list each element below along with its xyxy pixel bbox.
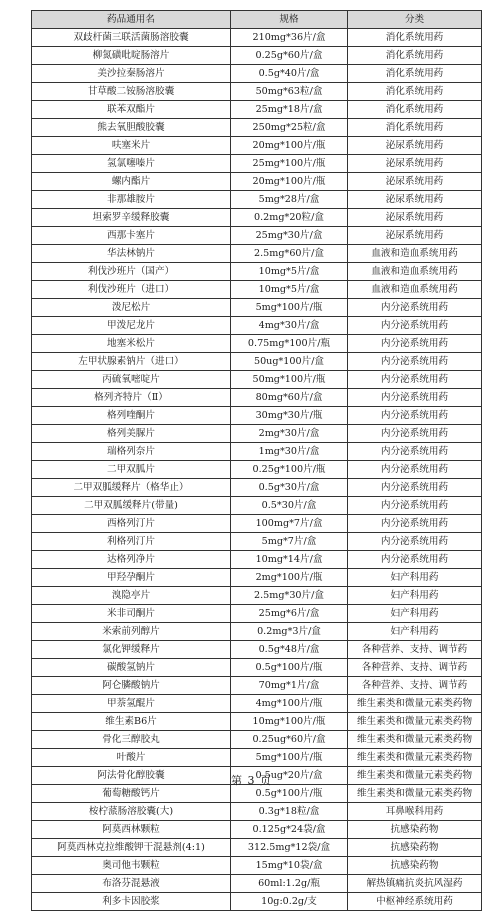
category-cell: 内分泌系统用药 xyxy=(348,479,482,497)
category-cell: 妇产科用药 xyxy=(348,605,482,623)
table-row xyxy=(32,65,482,83)
table-row xyxy=(32,839,482,857)
table-row xyxy=(32,335,482,353)
specification-cell: 25mg*30片/盒 xyxy=(231,227,348,245)
category-cell: 抗感染药物 xyxy=(348,821,482,839)
specification-cell: 15mg*10袋/盒 xyxy=(231,857,348,875)
specification-cell: 0.5g*100片/瓶 xyxy=(231,659,348,677)
drug-name-cell: 二甲双胍缓释片（格华止） xyxy=(32,479,231,497)
specification-cell: 2.5mg*30片/盒 xyxy=(231,587,348,605)
drug-name-cell: 利多卡因胶浆 xyxy=(32,893,231,911)
table-row xyxy=(32,713,482,731)
specification-cell: 0.125g*24袋/盒 xyxy=(231,821,348,839)
category-cell: 维生素类和微量元素类药物 xyxy=(348,785,482,803)
drug-name-cell: 格列齐特片（Ⅱ） xyxy=(32,389,231,407)
drug-name-cell: 米索前列醇片 xyxy=(32,623,231,641)
category-cell: 内分泌系统用药 xyxy=(348,443,482,461)
table-row xyxy=(32,371,482,389)
drug-name-cell: 利伐沙班片（进口） xyxy=(32,281,231,299)
table-row xyxy=(32,479,482,497)
table-row xyxy=(32,101,482,119)
table-row xyxy=(32,299,482,317)
drug-name-cell: 非那雄胺片 xyxy=(32,191,231,209)
specification-cell: 4mg*100片/瓶 xyxy=(231,695,348,713)
category-cell: 各种营养、支持、调节药 xyxy=(348,659,482,677)
table-row xyxy=(32,515,482,533)
drug-name-cell: 甲泼尼龙片 xyxy=(32,317,231,335)
specification-cell: 10mg*5片/盒 xyxy=(231,281,348,299)
category-cell: 血液和造血系统用药 xyxy=(348,245,482,263)
column-header-drug-name: 药品通用名 xyxy=(32,11,231,29)
table-row xyxy=(32,83,482,101)
drug-name-cell: 西那卡塞片 xyxy=(32,227,231,245)
specification-cell: 60ml:1.2g/瓶 xyxy=(231,875,348,893)
specification-cell: 0.5ug*20片/盒 xyxy=(231,767,348,785)
category-cell: 抗感染药物 xyxy=(348,839,482,857)
category-cell: 消化系统用药 xyxy=(348,119,482,137)
specification-cell: 0.5g*100片/瓶 xyxy=(231,785,348,803)
specification-cell: 0.2mg*20粒/盒 xyxy=(231,209,348,227)
specification-cell: 10mg*5片/盒 xyxy=(231,263,348,281)
specification-cell: 0.3g*18粒/盒 xyxy=(231,803,348,821)
specification-cell: 0.5g*48片/盒 xyxy=(231,641,348,659)
table-row xyxy=(32,803,482,821)
category-cell: 消化系统用药 xyxy=(348,83,482,101)
table-row xyxy=(32,533,482,551)
category-cell: 妇产科用药 xyxy=(348,623,482,641)
table-row xyxy=(32,749,482,767)
specification-cell: 210mg*36片/盒 xyxy=(231,29,348,47)
page-number: 第 3 页 xyxy=(231,774,272,787)
specification-cell: 10g:0.2g/支 xyxy=(231,893,348,911)
specification-cell: 20mg*100片/瓶 xyxy=(231,137,348,155)
category-cell: 泌尿系统用药 xyxy=(348,209,482,227)
table-row xyxy=(32,155,482,173)
drug-name-cell: 泼尼松片 xyxy=(32,299,231,317)
table-row xyxy=(32,227,482,245)
table-row xyxy=(32,209,482,227)
specification-cell: 70mg*1片/盒 xyxy=(231,677,348,695)
specification-cell: 312.5mg*12袋/盒 xyxy=(231,839,348,857)
drug-name-cell: 阿仑膦酸钠片 xyxy=(32,677,231,695)
drug-name-cell: 华法林钠片 xyxy=(32,245,231,263)
specification-cell: 50ug*100片/盒 xyxy=(231,353,348,371)
category-cell: 消化系统用药 xyxy=(348,65,482,83)
table-row xyxy=(32,731,482,749)
category-cell: 血液和造血系统用药 xyxy=(348,281,482,299)
specification-cell: 1mg*30片/盒 xyxy=(231,443,348,461)
table-row xyxy=(32,641,482,659)
drug-name-cell: 氯化钾缓释片 xyxy=(32,641,231,659)
category-cell: 内分泌系统用药 xyxy=(348,389,482,407)
category-cell: 内分泌系统用药 xyxy=(348,335,482,353)
specification-cell: 5mg*100片/瓶 xyxy=(231,749,348,767)
category-cell: 内分泌系统用药 xyxy=(348,461,482,479)
drug-name-cell: 阿法骨化醇胶囊 xyxy=(32,767,231,785)
specification-cell: 0.5*30片/盒 xyxy=(231,497,348,515)
specification-cell: 25mg*18片/盒 xyxy=(231,101,348,119)
category-cell: 妇产科用药 xyxy=(348,587,482,605)
specification-cell: 10mg*100片/瓶 xyxy=(231,713,348,731)
drug-name-cell: 瑞格列奈片 xyxy=(32,443,231,461)
specification-cell: 10mg*14片/盒 xyxy=(231,551,348,569)
drug-name-cell: 阿莫西林克拉维酸钾干混悬剂(4:1) xyxy=(32,839,231,857)
table-row xyxy=(32,263,482,281)
drug-name-cell: 二甲双胍缓释片(带量) xyxy=(32,497,231,515)
drug-name-cell: 碳酸氢钠片 xyxy=(32,659,231,677)
specification-cell: 5mg*7片/盒 xyxy=(231,533,348,551)
drug-name-cell: 利伐沙班片（国产） xyxy=(32,263,231,281)
specification-cell: 0.5g*40片/盒 xyxy=(231,65,348,83)
table-row xyxy=(32,677,482,695)
specification-cell: 0.25g*100片/瓶 xyxy=(231,461,348,479)
table-row xyxy=(32,317,482,335)
category-cell: 内分泌系统用药 xyxy=(348,533,482,551)
specification-cell: 0.5g*30片/盒 xyxy=(231,479,348,497)
table-row xyxy=(32,425,482,443)
drug-name-cell: 联苯双酯片 xyxy=(32,101,231,119)
drug-name-cell: 达格列净片 xyxy=(32,551,231,569)
column-header-specification: 规格 xyxy=(231,11,348,29)
category-cell: 泌尿系统用药 xyxy=(348,227,482,245)
category-cell: 内分泌系统用药 xyxy=(348,353,482,371)
category-cell: 妇产科用药 xyxy=(348,569,482,587)
drug-name-cell: 布洛芬混悬液 xyxy=(32,875,231,893)
table-row xyxy=(32,353,482,371)
category-cell: 内分泌系统用药 xyxy=(348,299,482,317)
table-row xyxy=(32,821,482,839)
category-cell: 耳鼻喉科用药 xyxy=(348,803,482,821)
drug-name-cell: 骨化三醇胶丸 xyxy=(32,731,231,749)
table-header-row xyxy=(32,11,482,29)
table-row xyxy=(32,695,482,713)
category-cell: 内分泌系统用药 xyxy=(348,425,482,443)
drug-name-cell: 利格列汀片 xyxy=(32,533,231,551)
category-cell: 内分泌系统用药 xyxy=(348,371,482,389)
table-row xyxy=(32,191,482,209)
category-cell: 内分泌系统用药 xyxy=(348,497,482,515)
table-row xyxy=(32,281,482,299)
table-row xyxy=(32,137,482,155)
specification-cell: 2mg*100片/瓶 xyxy=(231,569,348,587)
drug-name-cell: 呋塞米片 xyxy=(32,137,231,155)
category-cell: 内分泌系统用药 xyxy=(348,407,482,425)
table-row xyxy=(32,29,482,47)
specification-cell: 0.25ug*60片/盒 xyxy=(231,731,348,749)
specification-cell: 25mg*6片/盒 xyxy=(231,605,348,623)
category-cell: 血液和造血系统用药 xyxy=(348,263,482,281)
specification-cell: 0.75mg*100片/瓶 xyxy=(231,335,348,353)
table-row xyxy=(32,245,482,263)
drug-name-cell: 坦索罗辛缓释胶囊 xyxy=(32,209,231,227)
category-cell: 维生素类和微量元素类药物 xyxy=(348,767,482,785)
specification-cell: 25mg*100片/瓶 xyxy=(231,155,348,173)
category-cell: 维生素类和微量元素类药物 xyxy=(348,695,482,713)
drug-name-cell: 阿莫西林颗粒 xyxy=(32,821,231,839)
table-row xyxy=(32,587,482,605)
table-row xyxy=(32,497,482,515)
table-row xyxy=(32,623,482,641)
specification-cell: 50mg*100片/瓶 xyxy=(231,371,348,389)
table-row xyxy=(32,659,482,677)
table-row xyxy=(32,119,482,137)
category-cell: 泌尿系统用药 xyxy=(348,155,482,173)
table-row xyxy=(32,551,482,569)
table-row xyxy=(32,173,482,191)
table-row xyxy=(32,605,482,623)
specification-cell: 5mg*100片/瓶 xyxy=(231,299,348,317)
specification-cell: 5mg*28片/盒 xyxy=(231,191,348,209)
category-cell: 内分泌系统用药 xyxy=(348,551,482,569)
table-row xyxy=(32,893,482,911)
specification-cell: 30mg*30片/瓶 xyxy=(231,407,348,425)
drug-name-cell: 氢氯噻嗪片 xyxy=(32,155,231,173)
drug-name-cell: 叶酸片 xyxy=(32,749,231,767)
drug-name-cell: 奥司他韦颗粒 xyxy=(32,857,231,875)
specification-cell: 0.2mg*3片/盒 xyxy=(231,623,348,641)
category-cell: 维生素类和微量元素类药物 xyxy=(348,749,482,767)
specification-cell: 4mg*30片/盒 xyxy=(231,317,348,335)
category-cell: 各种营养、支持、调节药 xyxy=(348,641,482,659)
drug-name-cell: 螺内酯片 xyxy=(32,173,231,191)
drug-name-cell: 左甲状腺素钠片（进口） xyxy=(32,353,231,371)
drug-name-cell: 维生素B6片 xyxy=(32,713,231,731)
category-cell: 维生素类和微量元素类药物 xyxy=(348,713,482,731)
drug-name-cell: 甘草酸二铵肠溶胶囊 xyxy=(32,83,231,101)
drug-name-cell: 格列美脲片 xyxy=(32,425,231,443)
column-header-category: 分类 xyxy=(348,11,482,29)
drug-name-cell: 桉柠蒎肠溶胶囊(大) xyxy=(32,803,231,821)
specification-cell: 80mg*60片/盒 xyxy=(231,389,348,407)
specification-cell: 100mg*7片/盒 xyxy=(231,515,348,533)
drug-name-cell: 格列喹酮片 xyxy=(32,407,231,425)
drug-name-cell: 地塞米松片 xyxy=(32,335,231,353)
category-cell: 消化系统用药 xyxy=(348,29,482,47)
specification-cell: 0.25g*60片/盒 xyxy=(231,47,348,65)
drug-name-cell: 双歧杆菌三联活菌肠溶胶囊 xyxy=(32,29,231,47)
category-cell: 抗感染药物 xyxy=(348,857,482,875)
table-row xyxy=(32,461,482,479)
specification-cell: 250mg*25粒/盒 xyxy=(231,119,348,137)
table-row xyxy=(32,407,482,425)
drug-name-cell: 甲萘氢醌片 xyxy=(32,695,231,713)
drug-name-cell: 美沙拉秦肠溶片 xyxy=(32,65,231,83)
specification-cell: 20mg*100片/瓶 xyxy=(231,173,348,191)
drug-name-cell: 熊去氧胆酸胶囊 xyxy=(32,119,231,137)
category-cell: 中枢神经系统用药 xyxy=(348,893,482,911)
table-row xyxy=(32,875,482,893)
table-row xyxy=(32,389,482,407)
category-cell: 泌尿系统用药 xyxy=(348,173,482,191)
drug-name-cell: 甲羟孕酮片 xyxy=(32,569,231,587)
drug-name-cell: 二甲双胍片 xyxy=(32,461,231,479)
table-row xyxy=(32,857,482,875)
table-row xyxy=(32,47,482,65)
specification-cell: 2.5mg*60片/盒 xyxy=(231,245,348,263)
category-cell: 解热镇痛抗炎抗风湿药 xyxy=(348,875,482,893)
category-cell: 维生素类和微量元素类药物 xyxy=(348,731,482,749)
category-cell: 内分泌系统用药 xyxy=(348,515,482,533)
drug-name-cell: 柳氮磺吡啶肠溶片 xyxy=(32,47,231,65)
table-row xyxy=(32,443,482,461)
drug-name-cell: 西格列汀片 xyxy=(32,515,231,533)
category-cell: 各种营养、支持、调节药 xyxy=(348,677,482,695)
category-cell: 消化系统用药 xyxy=(348,47,482,65)
category-cell: 消化系统用药 xyxy=(348,101,482,119)
drug-name-cell: 米非司酮片 xyxy=(32,605,231,623)
table-row xyxy=(32,569,482,587)
drug-name-cell: 丙硫氧嘧啶片 xyxy=(32,371,231,389)
drug-name-cell: 溴隐亭片 xyxy=(32,587,231,605)
category-cell: 泌尿系统用药 xyxy=(348,191,482,209)
specification-cell: 50mg*63粒/盒 xyxy=(231,83,348,101)
category-cell: 内分泌系统用药 xyxy=(348,317,482,335)
drug-name-cell: 葡萄糖酸钙片 xyxy=(32,785,231,803)
specification-cell: 2mg*30片/盒 xyxy=(231,425,348,443)
category-cell: 泌尿系统用药 xyxy=(348,137,482,155)
